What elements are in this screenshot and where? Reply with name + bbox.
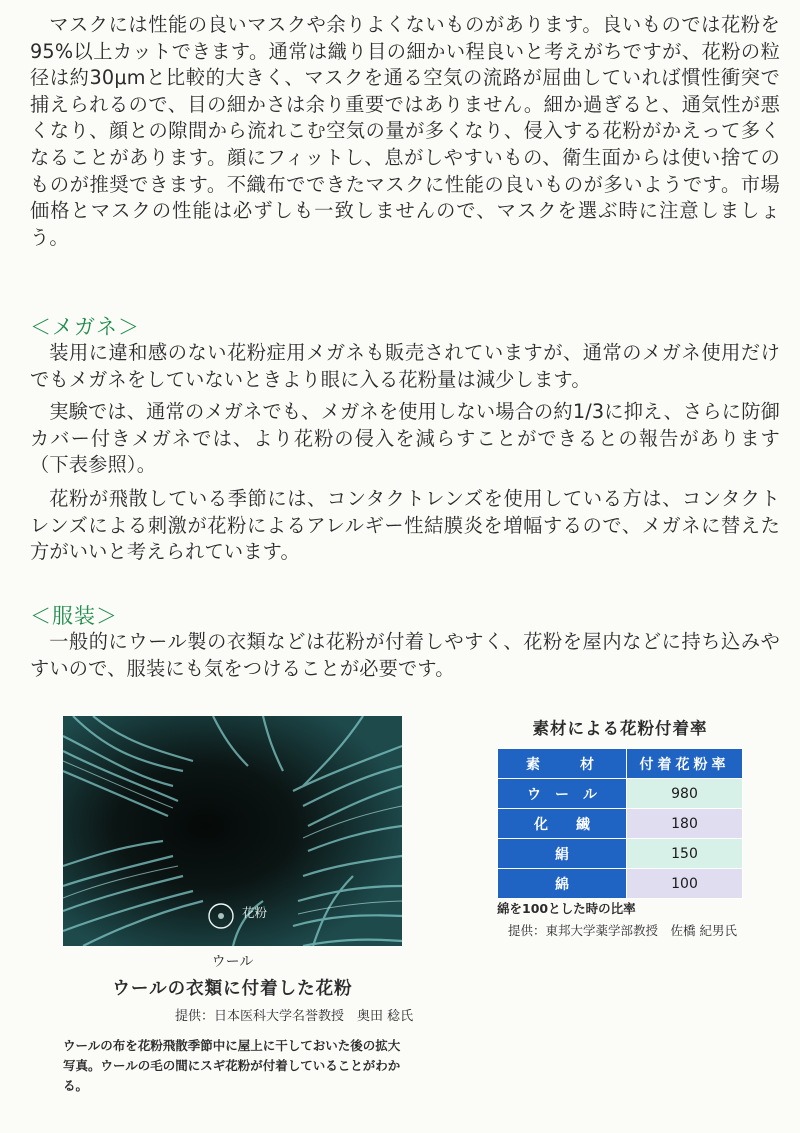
table-title: 素材による花粉付着率	[532, 719, 708, 738]
material-cell: 綿	[498, 869, 627, 899]
rate-cell: 150	[627, 839, 743, 869]
pollen-adhesion-table	[497, 748, 743, 899]
clothing-heading: ＜服装＞	[30, 604, 118, 628]
photo-credit: 提供：日本医科大学名誉教授 奥田 稔氏	[175, 1009, 414, 1024]
table-credit: 提供：東邦大学薬学部教授 佐橋 紀男氏	[508, 923, 737, 938]
rate-cell: 980	[627, 779, 743, 809]
photo-small-caption: ウール	[211, 954, 254, 970]
header-material: 素 材	[498, 749, 627, 779]
rate-cell: 100	[627, 869, 743, 899]
photo-title: ウールの衣類に付着した花粉	[112, 979, 353, 999]
table-note: 綿を100とした時の比率	[497, 901, 636, 916]
glasses-paragraph-2: 実験では、通常のメガネでも、メガネを使用しない場合の約1/3に抑え、さらに防御カバー付きメガネでは、より花粉の侵入を減らすことができるとの報告があります（下表参照）。	[30, 400, 780, 477]
photo-note: ウールの布を花粉飛散季節中に屋上に干しておいた後の拡大写真。ウールの毛の間にスギ花粉が付着していることがわかる。	[63, 1038, 401, 1093]
wool-micrograph-image	[63, 716, 402, 946]
glasses-heading: ＜メガネ＞	[30, 315, 140, 339]
material-cell: 絹	[498, 839, 627, 869]
table-row	[498, 869, 743, 899]
table-row	[498, 839, 743, 869]
rate-cell: 180	[627, 809, 743, 839]
pollen-label: 花粉	[242, 905, 268, 920]
glasses-paragraph-3: 花粉が飛散している季節には、コンタクトレンズを使用している方は、コンタクトレンズによる刺激が花粉によるアレルギー性結膜炎を増幅するので、メガネに替えた方がいいと考えられています。	[30, 487, 780, 564]
material-cell: 化 繊	[498, 809, 627, 839]
glasses-paragraph-1: 装用に違和感のない花粉症用メガネも販売されていますが、通常のメガネ使用だけでもメガネをしていないときより眼に入る花粉量は減少します。	[30, 341, 780, 391]
table-header-row	[498, 749, 743, 779]
header-rate: 付着花粉率	[627, 749, 743, 779]
mask-paragraph: マスクには性能の良いマスクや余りよくないものがあります。良いものでは花粉を95%以上カットできます。通常は織り目の細かい程良いと考えがちですが、花粉の粒径は約30μmと比較的大きく、マスクを通る空気の流路が屈曲していれば慣性衝突で捕えられるので、目の細かさは余り重要ではありません。細か過ぎると、通気性が悪くなり、顔との隙間から流れこむ空気の量が多くなり、侵入する花粉がかえって多くなることがあります。顔にフィットし、息がしやすいもの、衛生面からは使い捨てのものが推奨できます。不織布でできたマスクに性能の良いものが多いようです。市場価格とマスクの性能は必ずしも一致しませんので、マスクを選ぶ時に注意しましょう。	[30, 13, 780, 249]
clothing-paragraph: 一般的にウール製の衣類などは花粉が付着しやすく、花粉を屋内などに持ち込みやすいので、服装にも気をつけることが必要です。	[30, 630, 780, 680]
material-cell: ウ ー ル	[498, 779, 627, 809]
table-row	[498, 809, 743, 839]
table-row	[498, 779, 743, 809]
